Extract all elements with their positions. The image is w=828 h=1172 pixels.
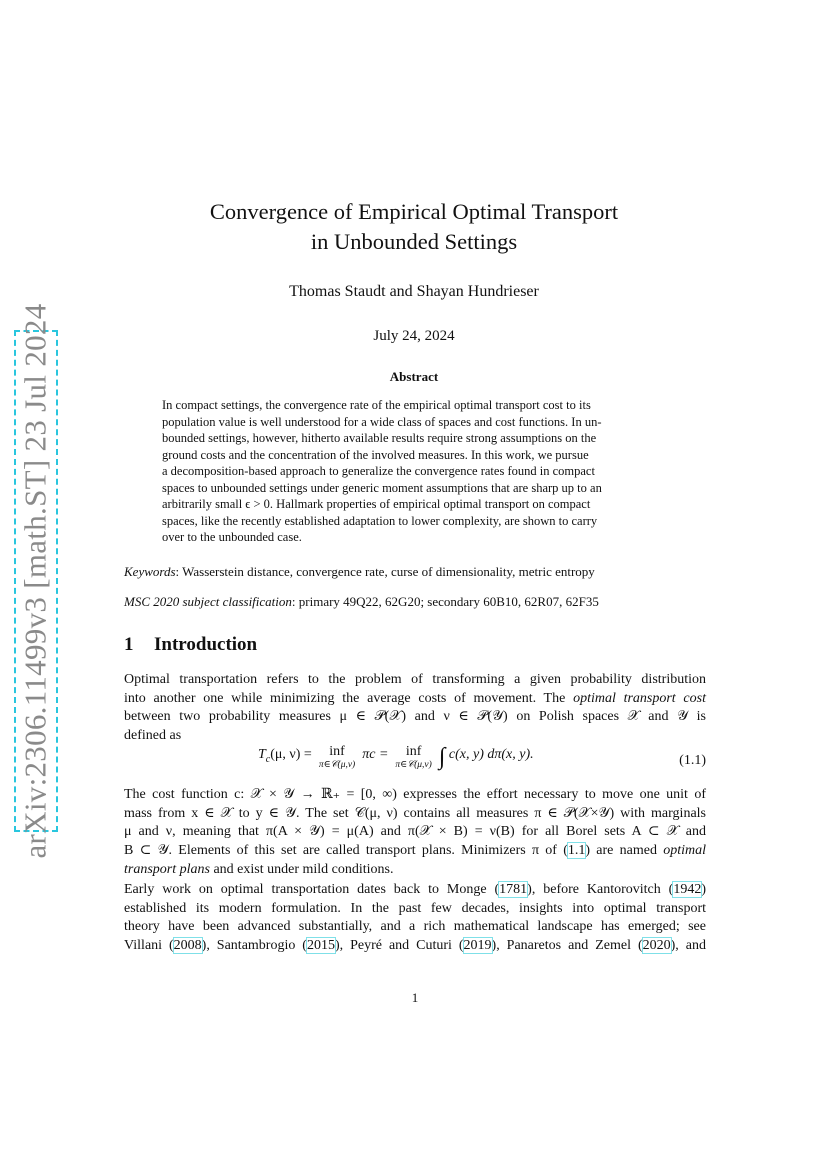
section-title-text: Introduction (154, 634, 258, 655)
abstract-line: In compact settings, the convergence rate of the empirical optimal transport cost to its (162, 398, 591, 412)
arxiv-identifier-text: arXiv:2306.11499v3 [math.ST] 23 Jul 2024 (18, 303, 53, 859)
keywords-label: Keywords (124, 564, 176, 579)
abstract-line: population value is well understood for a wide class of spaces and cost functions. In un- (162, 414, 602, 429)
citation-link-monge[interactable]: 1781 (499, 882, 528, 897)
inf-word: inf (405, 744, 422, 759)
equation-integrand: c(x, y) dπ(x, y). (448, 747, 534, 762)
paragraph-line (124, 881, 706, 900)
abstract-line: spaces to unbounded settings under generic moment assumptions that are sharp up to an (162, 480, 602, 495)
section-heading (124, 634, 257, 656)
citation-link-villani[interactable]: 2008 (173, 938, 202, 954)
text-run: and exist under mild conditions. (213, 861, 394, 877)
citation-link-panaretos[interactable]: 2020 (642, 938, 671, 954)
paper-title (124, 197, 704, 257)
equation-lhs-args: (μ, ν) = (270, 747, 312, 762)
text-run: Villani ( (124, 938, 174, 954)
section-number: 1 (124, 634, 134, 655)
paragraph-line: Optimal transportation refers to the problem of transforming a given probability distribution (124, 672, 706, 687)
paragraph-line: mass from x ∈ 𝒳 to y ∈ 𝒴. The set 𝒞(μ, ν) contains all measures π ∈ 𝒫(𝒳×𝒴) with marginals (124, 805, 706, 821)
abstract-line: over to the unbounded case. (162, 530, 302, 544)
arxiv-identifier-stamp[interactable] (14, 303, 58, 859)
citation-link-kantorovitch[interactable]: 1942 (673, 882, 702, 897)
paragraph-line: established its modern formulation. In the past few decades, insights into optimal transport (124, 900, 706, 916)
inf-subscript: π∈𝒞(μ,ν) (395, 760, 432, 770)
text-run: ), Panaretos and Zemel ( (491, 938, 643, 954)
integral-sign-icon: ∫ (438, 744, 446, 770)
msc-classification-line (124, 594, 706, 610)
paragraph-2 (124, 786, 706, 880)
abstract-line: arbitrarily small ϵ > 0. Hallmark properties of empirical optimal transport on compact (162, 497, 591, 511)
equation-lhs-subscript: c (265, 753, 271, 765)
equation-reference-link[interactable]: 1.1 (567, 843, 586, 859)
inf-word: inf (329, 744, 345, 759)
paragraph-line (124, 937, 706, 956)
paragraph-3 (124, 881, 706, 956)
abstract-line: spaces, like the recently established adaptation to lower complexity, are shown to carry (162, 513, 598, 528)
keywords-text: : Wasserstein distance, convergence rate, curse of dimensionality, metric entropy (175, 564, 595, 579)
msc-label: MSC 2020 subject classification (124, 594, 292, 609)
abstract-line: ground costs and the concentration of the involved measures. In this work, we pursue (162, 447, 589, 462)
equation-lhs: T (258, 747, 266, 762)
paragraph-line (124, 842, 706, 861)
text-run: ) (701, 882, 707, 897)
citation-link-peyre[interactable]: 2019 (463, 938, 492, 954)
infimum-operator (319, 744, 355, 771)
keywords-line (124, 564, 706, 580)
abstract-line: a decomposition-based approach to generalize the convergence rates found in compact (162, 464, 595, 478)
text-run: Early work on optimal transportation dates back to Monge ( (124, 882, 500, 897)
text-run: ), before Kantorovitch ( (527, 882, 674, 897)
text-run: into another one while minimizing the average costs of movement. The (124, 690, 566, 706)
paragraph-line: between two probability measures μ ∈ 𝒫(𝒳) and ν ∈ 𝒫(𝒴) on Polish spaces 𝒳 and 𝒴 is (124, 709, 706, 725)
paragraph-line: The cost function c: 𝒳 × 𝒴 → ℝ₊ = [0, ∞) expresses the effort necessary to move one unit of (124, 787, 706, 802)
display-equation (124, 744, 706, 780)
text-run: ), Peyré and Cuturi ( (334, 938, 464, 954)
paper-title-line-1: Convergence of Empirical Optimal Transport (209, 199, 619, 224)
paper-authors: Thomas Staudt and Shayan Hundrieser (289, 283, 539, 300)
msc-text: : primary 49Q22, 62G20; secondary 60B10, 62R07, 62F35 (291, 594, 599, 609)
paper-title-line-2: in Unbounded Settings (310, 229, 518, 254)
citation-link-santambrogio[interactable]: 2015 (306, 938, 335, 954)
text-run: B ⊂ 𝒴. Elements of this set are called transport plans. Minimizers π of ( (124, 843, 568, 859)
equation-body (258, 744, 534, 771)
equation-number: (1.1) (679, 753, 706, 768)
abstract-line: bounded settings, however, hitherto available results require strong assumptions on the (162, 431, 597, 445)
emphasis-text: optimal (663, 843, 706, 859)
inf-subscript: π∈𝒞(μ,ν) (318, 760, 356, 770)
paragraph-line: theory have been advanced substantially, and a rich mathematical landscape has emerged; see (124, 919, 706, 935)
paragraph-line (124, 690, 706, 709)
abstract-heading: Abstract (389, 369, 439, 384)
emphasis-text: transport plans (124, 861, 210, 877)
equation-middle: πc = (362, 747, 389, 762)
text-run: ), and (670, 938, 706, 954)
paper-date: July 24, 2024 (373, 328, 455, 344)
paragraph-line: defined as (124, 728, 182, 744)
abstract-body (162, 397, 667, 546)
paragraph-1 (124, 671, 706, 746)
page-number: 1 (411, 990, 419, 1005)
text-run: ), Santambrogio ( (201, 938, 307, 954)
emphasis-text: optimal transport cost (573, 690, 706, 706)
text-run: ) are named (585, 843, 657, 859)
paragraph-line (124, 861, 706, 880)
infimum-operator (395, 744, 431, 771)
paragraph-line: μ and ν, meaning that π(A × 𝒴) = μ(A) and π(𝒳 × B) = ν(B) for all Borel sets A ⊂ 𝒳 and (124, 824, 706, 840)
